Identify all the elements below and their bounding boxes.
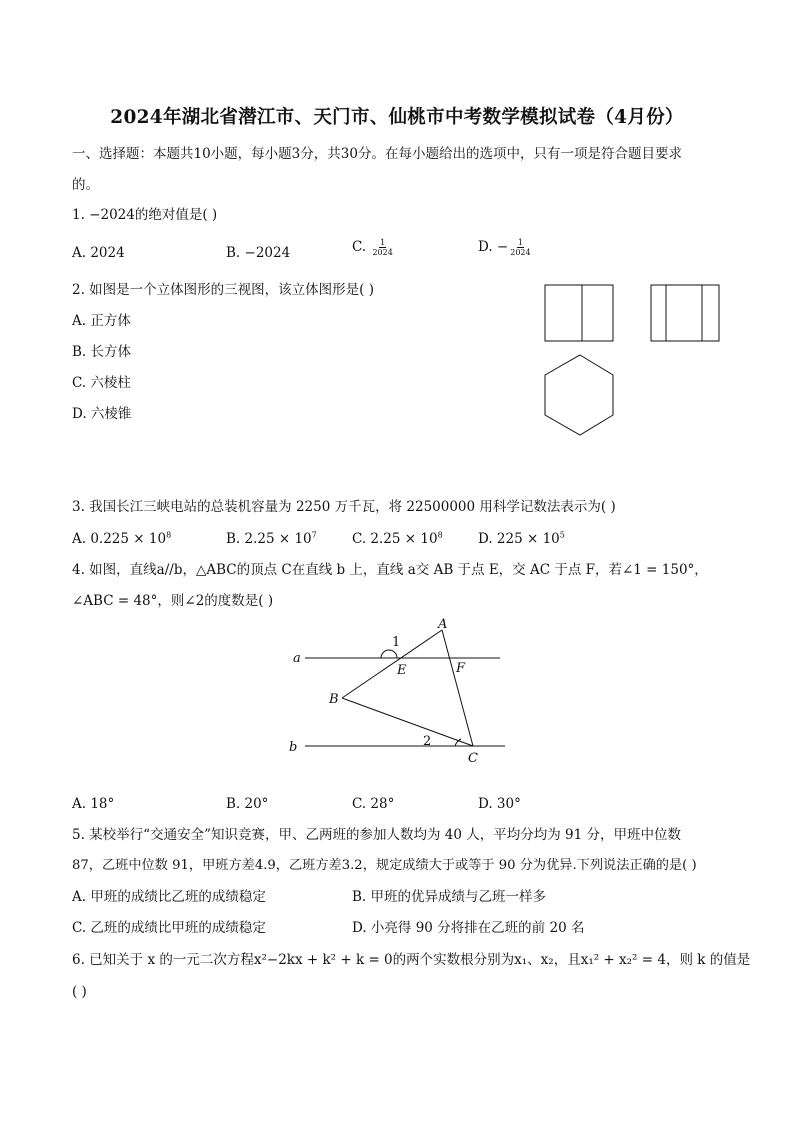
q3-a-exponent: 8	[166, 530, 172, 540]
q3-option-c	[352, 530, 443, 548]
q2-option-a: A. 正方体	[72, 313, 131, 329]
q6-stem	[72, 951, 750, 969]
q6-middle: 的两个实数根分别为x₁、x₂，且	[392, 952, 581, 968]
q1-d-denominator: 2024	[510, 248, 531, 257]
top-view-hexagon	[545, 355, 613, 435]
q3-c-exponent: 8	[437, 530, 443, 540]
front-view	[545, 285, 613, 341]
q1-c-numerator: 1	[380, 238, 386, 247]
section-instruction-line2: 的。	[72, 177, 99, 193]
q1-option-c-fraction	[372, 238, 392, 257]
q5-option-c: C. 乙班的成绩比甲班的成绩稳定	[72, 920, 266, 936]
q1-option-a: A. 2024	[72, 245, 125, 261]
page-title: 2024年湖北省潜江市、天门市、仙桃市中考数学模拟试卷（4月份）	[110, 107, 684, 128]
label-b: b	[289, 740, 298, 755]
q2-option-d: D. 六棱锥	[72, 406, 132, 422]
q2-option-c: C. 六棱柱	[72, 375, 131, 391]
q5-option-a: A. 甲班的成绩比乙班的成绩稳定	[72, 889, 266, 905]
q1-option-c	[352, 238, 393, 257]
q6-condition: x₁² + x₂² = 4	[580, 952, 666, 968]
q3-option-a	[72, 530, 171, 548]
q3-stem: 3. 我国长江三峡电站的总装机容量为 2250 万千瓦，将 22500000 用科学记数法表示为( )	[72, 499, 616, 515]
label-point-b: B	[329, 692, 339, 707]
q4-stem-line1: 4. 如图，直线a//b，△ABC的顶点 C在直线 b 上，直线 a交 AB 于点 E，交 AC 于点 F，若∠1 = 150°，	[72, 562, 708, 578]
q4-stem-line2: ∠ABC = 48°，则∠2的度数是( )	[72, 593, 274, 609]
label-point-e: E	[397, 663, 407, 678]
q4-option-d: D. 30°	[478, 796, 521, 812]
q3-option-b	[226, 530, 317, 548]
three-view-figure	[540, 280, 730, 440]
q3-b-base: B. 2.25 × 10	[226, 531, 312, 547]
q6-suffix: ，则 k 的值是	[665, 952, 751, 968]
q5-option-b: B. 甲班的优异成绩与乙班一样多	[352, 889, 547, 905]
q1-c-denominator: 2024	[372, 248, 393, 257]
q3-c-base: C. 2.25 × 10	[352, 531, 438, 547]
q1-option-b: B. −2024	[226, 245, 291, 261]
q3-b-exponent: 7	[311, 530, 317, 540]
q4-option-b: B. 20°	[226, 796, 269, 812]
q3-a-base: A. 0.225 × 10	[72, 531, 167, 547]
q1-stem: 1. −2024的绝对值是( )	[72, 207, 218, 223]
q2-stem: 2. 如图是一个立体图形的三视图，该立体图形是( )	[72, 282, 374, 298]
section-instruction-line1: 一、选择题：本题共10小题，每小题3分，共30分。在每小题给出的选项中，只有一项是符合题目要求	[72, 146, 682, 162]
segment-ac	[442, 630, 473, 746]
q6-equation: x²−2kx + k² + k = 0	[253, 952, 393, 968]
q2-option-b: B. 长方体	[72, 344, 132, 360]
angle1-arc	[381, 650, 397, 658]
label-point-a: A	[438, 617, 448, 632]
q1-option-c-prefix: C.	[352, 239, 371, 255]
q3-d-base: D. 225 × 10	[478, 531, 560, 547]
label-a: a	[293, 651, 301, 666]
label-point-f: F	[456, 661, 466, 676]
q5-stem-line2: 87，乙班中位数 91，甲班方差4.9，乙班方差3.2，规定成绩大于或等于 90 分为优异.下列说法正确的是( )	[72, 858, 697, 873]
q1-d-numerator: 1	[517, 238, 523, 247]
q1-option-d-fraction	[510, 238, 530, 257]
triangle-parallel-lines-figure	[285, 612, 515, 772]
q4-option-c: C. 28°	[352, 796, 395, 812]
q4-option-a: A. 18°	[72, 796, 115, 812]
q1-option-d-prefix: D. −	[478, 239, 509, 255]
label-angle2: 2	[423, 734, 432, 749]
label-point-c: C	[468, 751, 478, 766]
q3-d-exponent: 5	[559, 530, 565, 540]
q5-option-d: D. 小亮得 90 分将排在乙班的前 20 名	[352, 920, 585, 936]
q5-stem-line1: 5. 某校举行“交通安全”知识竞赛，甲、乙两班的参加人数均为 40 人，平均分均为 91 分，甲班中位数	[72, 827, 681, 843]
q3-option-d	[478, 530, 565, 548]
segment-bc	[342, 698, 473, 746]
side-view	[651, 285, 719, 341]
q6-blank: ( )	[72, 984, 87, 1000]
q6-prefix: 6. 已知关于 x 的一元二次方程	[72, 952, 254, 968]
q1-option-d	[478, 238, 531, 257]
label-angle1: 1	[392, 635, 401, 650]
